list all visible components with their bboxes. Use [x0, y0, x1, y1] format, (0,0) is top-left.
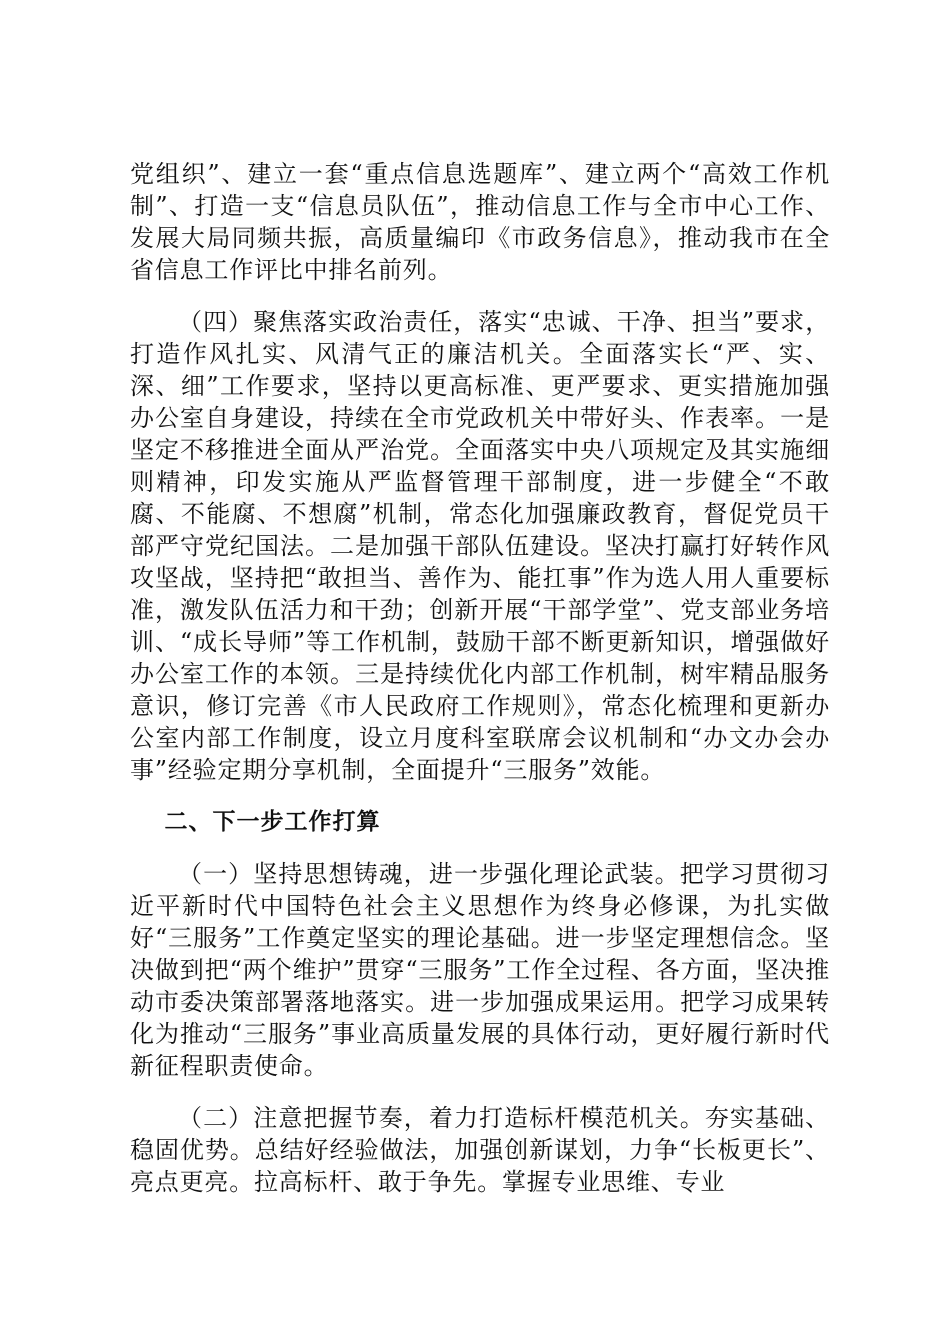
document-page	[130, 158, 830, 1218]
paragraph-plan-one: （一）坚持思想铸魂，进一步强化理论武装。把学习贯彻习近平新时代中国特色社会主义思想作为终身必修课，为扎实做好“三服务”工作奠定坚实的理论基础。进一步坚定理想信念。坚决做到把“两个维护”贯穿“三服务”工作全过程、各方面，坚决推动市委决策部署落地落实。进一步加强成果运用。把学习成果转化为推动“三服务”事业高质量发展的具体行动，更好履行新时代新征程职责使命。	[130, 860, 830, 1080]
paragraph-section-four: （四）聚焦落实政治责任，落实“忠诚、干净、担当”要求，打造作风扎实、风清气正的廉洁机关。全面落实长“严、实、深、细”工作要求，坚持以更高标准、更严要求、更实措施加强办公室自身建设，持续在全市党政机关中带好头、作表率。一是坚定不移推进全面从严治党。全面落实中央八项规定及其实施细则精神，印发实施从严监督管理干部制度，进一步健全“不敢腐、不能腐、不想腐”机制，常态化加强廉政教育，督促党员干部严守党纪国法。二是加强干部队伍建设。坚决打赢打好转作风攻坚战，坚持把“敢担当、善作为、能扛事”作为选人用人重要标准，激发队伍活力和干劲；创新开展“干部学堂”、党支部业务培训、“成长导师”等工作机制，鼓励干部不断更新知识，增强做好办公室工作的本领。三是持续优化内部工作机制，树牢精品服务意识，修订完善《市人民政府工作规则》，常态化梳理和更新办公室内部工作制度，设立月度科室联席会议机制和“办文办会办事”经验定期分享机制，全面提升“三服务”效能。	[130, 308, 830, 784]
paragraph-continuation: 党组织”、建立一套“重点信息选题库”、建立两个“高效工作机制”、打造一支“信息员队伍”，推动信息工作与全市中心工作、发展大局同频共振，高质量编印《市政务信息》，推动我市在全省信息工作评比中排名前列。	[130, 160, 830, 284]
section-heading: 二、下一步工作打算	[164, 809, 381, 835]
paragraph-plan-two: （二）注意把握节奏，着力打造标杆模范机关。夯实基础、稳固优势。总结好经验做法，加强创新谋划，力争“长板更长”、亮点更亮。拉高标杆、敢于争先。掌握专业思维、专业	[130, 1104, 830, 1196]
